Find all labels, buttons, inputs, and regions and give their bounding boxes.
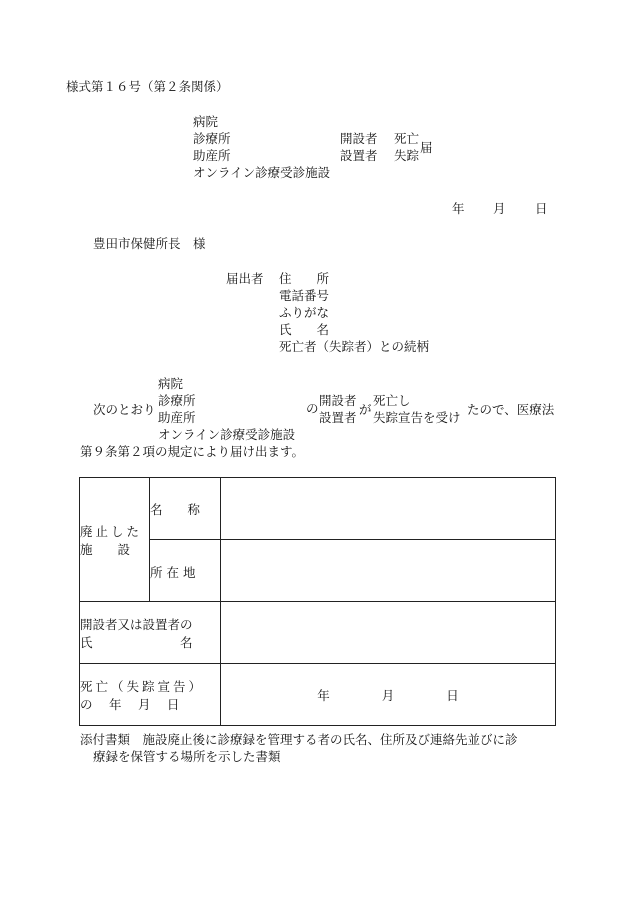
heading-facility-midwifery: 助産所 <box>193 148 231 163</box>
body-facility-clinic: 診療所 <box>158 393 196 408</box>
body-event-missing: 失踪宣告を受け <box>373 410 461 425</box>
death-date-label-line1: 死亡（失踪宣告） <box>80 678 205 694</box>
facility-name-label: 名 称 <box>150 502 201 517</box>
abolished-facility-label-line2: 施 設 <box>80 541 131 557</box>
notifier-phone: 電話番号 <box>279 288 330 303</box>
heading-person-opener: 開設者 <box>340 131 378 146</box>
notifier-label: 届出者 <box>226 271 264 286</box>
death-date-month: 月 <box>381 687 395 703</box>
facility-location-label: 所 在 地 <box>150 565 196 580</box>
facility-name-label-cell <box>150 478 221 540</box>
addressee: 豊田市保健所長 様 <box>93 236 206 251</box>
date-day: 日 <box>535 201 548 216</box>
death-date-label-cell <box>80 664 221 726</box>
body-no: の <box>306 401 319 416</box>
body-suffix: たので、医療法 <box>467 402 555 417</box>
operator-name-label-line1: 開設者又は設置者の <box>80 616 193 632</box>
heading-facility-hospital: 病院 <box>193 114 219 129</box>
form-number: 様式第１６号（第２条関係） <box>66 79 229 94</box>
facility-location-label-cell <box>150 540 221 602</box>
heading-event-missing: 失踪 <box>394 148 420 163</box>
body-event-death: 死亡し <box>373 393 411 408</box>
attachments-line2: 療録を保管する場所を示した書類 <box>93 749 281 764</box>
death-date-day: 日 <box>446 687 459 703</box>
abolished-facility-label-line1: 廃止した <box>80 523 143 539</box>
date-year: 年 <box>452 201 465 216</box>
body-facility-online: オンライン診療受診施設 <box>158 427 296 442</box>
heading-suffix: 届 <box>420 140 433 155</box>
notifier-furigana: ふりがな <box>279 305 330 320</box>
body-person-installer: 設置者 <box>319 410 357 425</box>
body-facility-hospital: 病院 <box>158 376 184 391</box>
body-ga: が <box>359 402 372 417</box>
body-facility-types <box>158 375 295 443</box>
death-date-value[interactable] <box>221 664 556 726</box>
facility-location-value[interactable] <box>221 540 556 602</box>
heading-person-installer: 設置者 <box>340 148 378 163</box>
facility-name-value[interactable] <box>221 478 556 540</box>
death-date-label-line2: の 年 月 日 <box>80 696 180 712</box>
abolished-facility-label-cell <box>80 478 150 602</box>
notification-table <box>79 477 556 726</box>
notifier-relation: 死亡者（失踪者）との続柄 <box>279 339 430 354</box>
heading-event-death: 死亡 <box>394 131 420 146</box>
heading-facility-clinic: 診療所 <box>193 131 231 146</box>
heading-facility-online: オンライン診療受診施設 <box>193 165 331 180</box>
notifier-name: 氏 名 <box>279 322 330 337</box>
death-date-year: 年 <box>317 687 330 703</box>
notifier-address: 住 所 <box>279 271 330 286</box>
operator-name-label-cell <box>80 602 221 664</box>
date-month: 月 <box>493 201 506 216</box>
body-facility-midwifery: 助産所 <box>158 410 196 425</box>
notifier-fields <box>279 270 429 355</box>
body-line2: 第９条第２項の規定により届け出ます。 <box>80 444 305 459</box>
operator-name-value[interactable] <box>221 602 556 664</box>
operator-name-label-line2: 氏 名 <box>80 634 193 650</box>
body-prefix: 次のとおり <box>93 402 156 417</box>
heading-facility-types <box>193 113 330 181</box>
body-person-opener: 開設者 <box>319 393 357 408</box>
attachments-line1: 添付書類 施設廃止後に診療録を管理する者の氏名、住所及び連絡先並びに診 <box>80 732 518 747</box>
